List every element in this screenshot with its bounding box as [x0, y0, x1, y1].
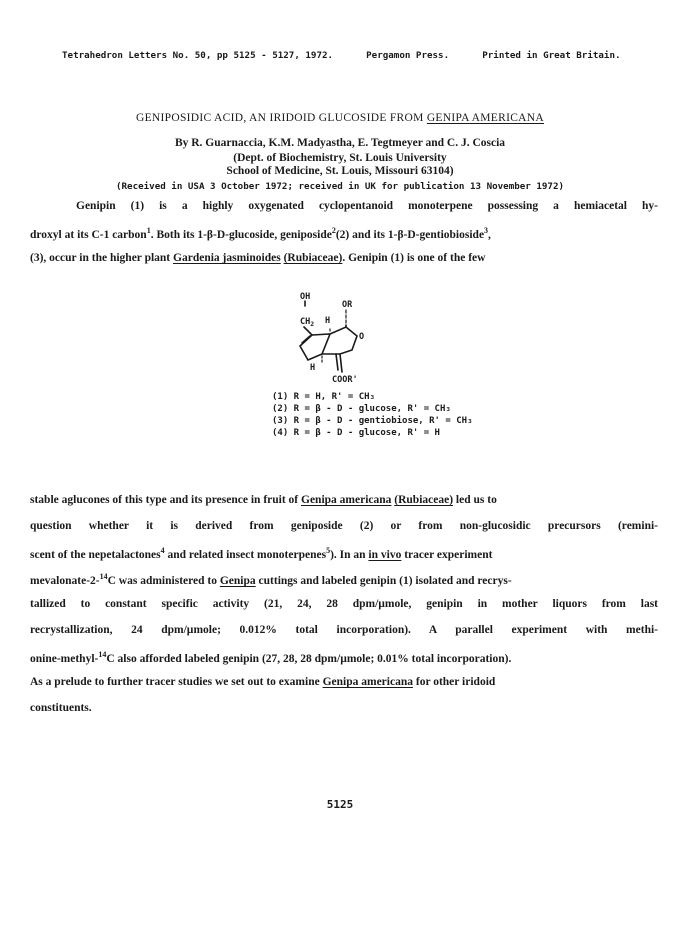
citation-1: 1	[146, 226, 151, 235]
text: for other iridoid	[412, 676, 496, 688]
paragraph-2-line-2: question whether it is derived from geniposide (2) or from non-glucosidic precursors (remini-	[30, 520, 658, 532]
title-main: GENIPOSIDIC ACID, AN IRIDOID GLUCOSIDE FROM	[136, 112, 424, 124]
text: mevalonate-2-	[30, 574, 100, 587]
compound-legend	[272, 391, 472, 439]
paragraph-2-line-5: tallized to constant specific activity (21, 24, 28 dpm/µmole, genipin in mother liquors from last	[30, 598, 658, 610]
title-species: GENIPA AMERICANA	[426, 112, 544, 124]
text: As a prelude to further tracer studies we set out to examine	[30, 676, 323, 688]
page-number: 5125	[326, 798, 354, 811]
received-dates: (Received in USA 3 October 1972; received in UK for publication 13 November 1972)	[115, 181, 565, 192]
species-name: Genipa americana	[301, 494, 392, 506]
text: ). In an	[330, 548, 369, 561]
paragraph-2-line-7	[30, 650, 658, 676]
ch2-label	[300, 317, 314, 328]
legend-compound-2: (2) R = β - D - glucose, R' = CH₃	[272, 404, 451, 414]
ch2-text: CH	[300, 317, 311, 327]
affiliation-line-1: (Dept. of Biochemistry, St. Louis University	[233, 152, 447, 164]
in-vivo-term: in vivo	[368, 548, 402, 561]
publisher: Pergamon Press.	[366, 50, 450, 61]
printed-in: Printed in Great Britain.	[482, 50, 621, 61]
paragraph-2	[30, 494, 658, 728]
text: and related insect monoterpenes	[164, 548, 327, 561]
ring-oxygen-label: O	[359, 332, 365, 342]
family-name: (Rubiaceae)	[283, 252, 343, 264]
genus-name: Genipa	[219, 574, 256, 587]
legend-compound-4: (4) R = β - D - glucose, R' = H	[272, 428, 440, 438]
text: ,	[488, 228, 491, 241]
text: droxyl at its C-1 carbon	[30, 228, 147, 241]
isotope-superscript: 14	[98, 650, 107, 659]
citation-5: 5	[326, 546, 331, 555]
species-name: Genipa americana	[322, 676, 413, 688]
paragraph-2-line-6: recrystallization, 24 dpm/µmole; 0.012% total incorporation). A parallel experiment with methi-	[30, 624, 658, 636]
journal-citation: Tetrahedron Letters No. 50, pp 5125 - 5127, 1972.	[62, 50, 334, 61]
text: cuttings and labeled genipin (1) isolated and recrys-	[255, 574, 512, 587]
paragraph-2-line-3	[30, 546, 658, 572]
ch2-subscript: 2	[310, 320, 315, 328]
text: (2) and its 1-β-D-gentiobioside	[335, 228, 485, 241]
legend-compound-1: (1) R = H, R' = CH₃	[272, 392, 375, 402]
isotope-superscript: 14	[99, 572, 108, 581]
h-top-label: H	[325, 316, 331, 326]
paragraph-2-line-4	[30, 572, 658, 598]
text: (3), occur in the higher plant	[30, 252, 174, 264]
paragraph-2-line-8	[30, 676, 658, 702]
text: . Both its 1-β-D-glucoside, geniposide	[150, 228, 332, 241]
text: stable aglucones of this type and its presence in fruit of	[30, 494, 301, 506]
text: C also afforded labeled genipin (27, 28, 28 dpm/µmole; 0.01% total incorporation).	[106, 652, 512, 665]
running-header	[62, 50, 662, 61]
paragraph-1-line-2	[30, 226, 658, 252]
paragraph-1-line-1: Genipin (1) is a highly oxygenated cyclopentanoid monoterpene possessing a hemiacetal hy-	[76, 200, 658, 212]
h-bottom-label: H	[310, 363, 316, 373]
oh-label: OH	[300, 292, 311, 302]
authors: By R. Guarnaccia, K.M. Madyastha, E. Tegtmeyer and C. J. Coscia	[174, 137, 506, 149]
text: scent of the nepetalactones	[30, 548, 161, 561]
or-label: OR	[342, 300, 353, 310]
paragraph-2-line-9: constituents.	[30, 702, 92, 714]
paragraph-1	[30, 200, 658, 278]
text: . Genipin (1) is one of the few	[342, 252, 486, 264]
paragraph-1-line-3	[30, 252, 658, 278]
citation-2: 2	[331, 226, 336, 235]
article-title	[0, 112, 680, 124]
text: led us to	[453, 494, 497, 506]
genipin-structure-diagram	[290, 290, 380, 390]
text: C was administered to	[107, 574, 220, 587]
bond-lines	[300, 301, 357, 372]
coor-label: COOR'	[332, 375, 358, 385]
species-name: Gardenia jasminoides	[173, 252, 281, 264]
text: onine-methyl-	[30, 652, 99, 665]
affiliation-line-2: School of Medicine, St. Louis, Missouri 63104)	[226, 165, 454, 177]
text: tracer experiment	[401, 548, 493, 561]
citation-4: 4	[160, 546, 165, 555]
family-name: (Rubiaceae)	[394, 494, 454, 506]
citation-3: 3	[484, 226, 489, 235]
paragraph-2-line-1	[30, 494, 658, 520]
legend-compound-3: (3) R = β - D - gentiobiose, R' = CH₃	[272, 416, 473, 426]
